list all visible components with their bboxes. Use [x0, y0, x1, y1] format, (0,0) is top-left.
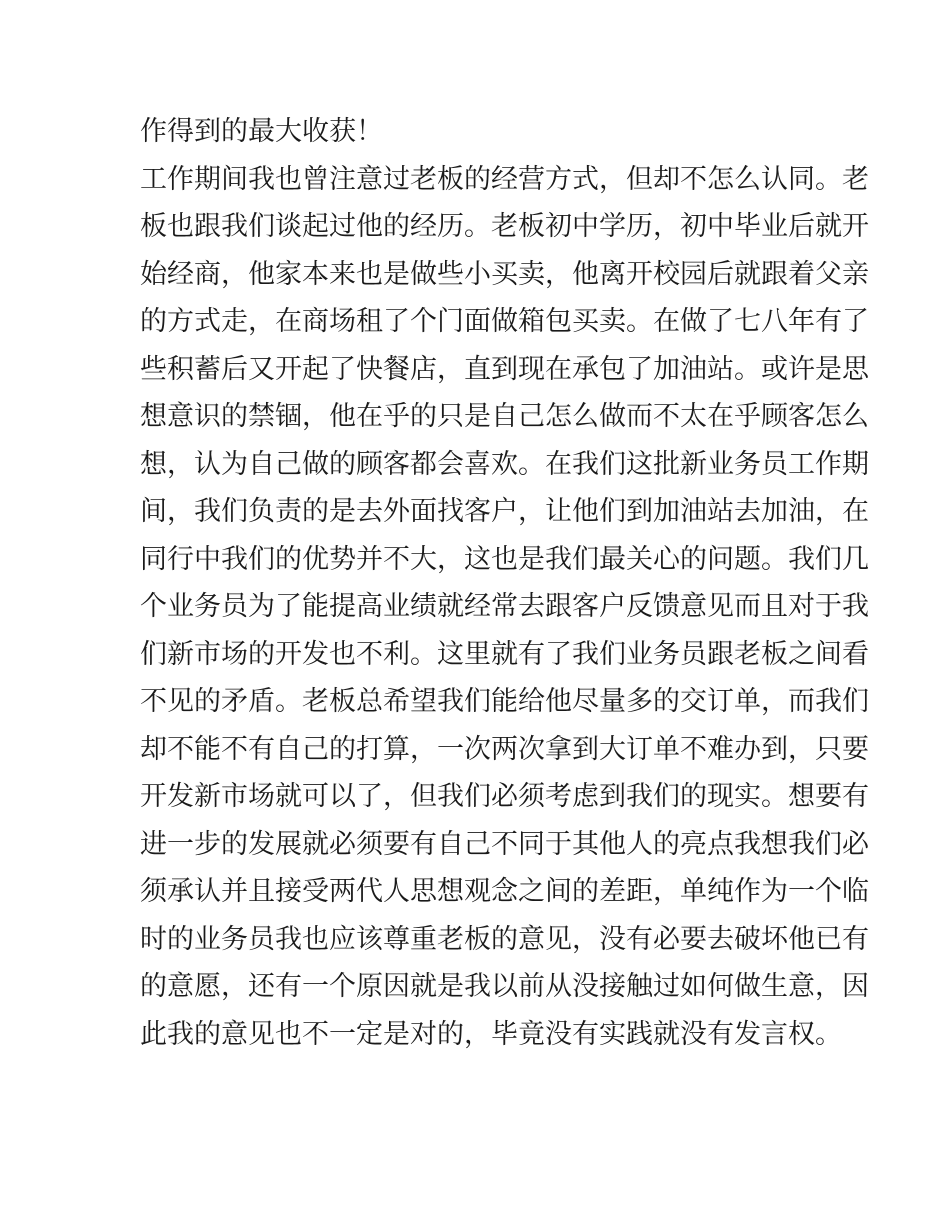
text-line: 始经商，他家本来也是做些小买卖，他离开校园后就跟着父亲	[140, 258, 869, 290]
text-line: 的意愿，还有一个原因就是我以前从没接触过如何做生意，因	[140, 971, 869, 1002]
text-line: 须承认并且接受两代人思想观念之间的差距，单纯作为一个临	[140, 876, 869, 907]
text-line: 些积蓄后又开起了快餐店，直到现在承包了加油站。或许是思	[140, 353, 869, 385]
text-line: 的方式走，在商场租了个门面做箱包买卖。在做了七八年有了	[140, 306, 869, 337]
text-line: 作得到的最大收获！	[140, 116, 383, 147]
text-line: 却不能不有自己的打算，一次两次拿到大订单不难办到，只要	[140, 733, 869, 765]
text-line: 板也跟我们谈起过他的经历。老板初中学历，初中毕业后就开	[140, 211, 869, 242]
text-line: 间，我们负责的是去外面找客户，让他们到加油站去加油，在	[140, 496, 869, 527]
text-line: 此我的意见也不一定是对的，毕竟没有实践就没有发言权。	[140, 1018, 842, 1050]
text-line: 个业务员为了能提高业绩就经常去跟客户反馈意见而且对于我	[140, 591, 869, 622]
text-line: 进一步的发展就必须要有自己不同于其他人的亮点我想我们必	[140, 828, 869, 860]
text-line: 想，认为自己做的顾客都会喜欢。在我们这批新业务员工作期	[140, 448, 869, 480]
body-text	[140, 108, 869, 1058]
text-line: 工作期间我也曾注意过老板的经营方式，但却不怎么认同。老	[140, 163, 869, 195]
text-line: 不见的矛盾。老板总希望我们能给他尽量多的交订单，而我们	[140, 686, 869, 717]
text-line: 开发新市场就可以了，但我们必须考虑到我们的现实。想要有	[140, 781, 869, 812]
text-line: 们新市场的开发也不利。这里就有了我们业务员跟老板之间看	[140, 638, 869, 670]
text-line: 时的业务员我也应该尊重老板的意见，没有必要去破坏他已有	[140, 923, 869, 955]
text-line: 同行中我们的优势并不大，这也是我们最关心的问题。我们几	[140, 543, 869, 575]
text-line: 想意识的禁锢，他在乎的只是自己怎么做而不太在乎顾客怎么	[140, 401, 869, 432]
